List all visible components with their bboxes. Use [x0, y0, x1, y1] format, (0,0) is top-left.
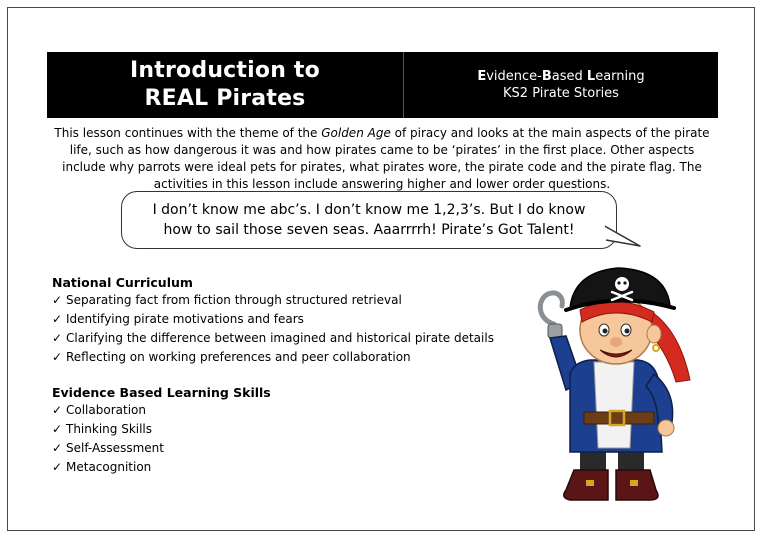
subtitle-L: L — [586, 69, 596, 84]
hook-icon — [540, 293, 562, 338]
pirate-illustration — [530, 262, 705, 512]
list-item: ✓ Collaboration — [52, 401, 164, 420]
check-icon: ✓ — [52, 422, 63, 436]
skills-list — [52, 401, 164, 477]
bubble-line-2: how to sail those seven seas. Aaarrrrh! Pirate’s Got Talent! — [163, 222, 575, 238]
list-item: ✓ Identifying pirate motivations and fears — [52, 310, 494, 329]
bubble-line-1: I don’t know me abc’s. I don’t know me 1,2,3’s. But I do know — [152, 202, 586, 218]
check-icon: ✓ — [52, 312, 63, 326]
lesson-intro — [54, 125, 710, 193]
check-icon: ✓ — [52, 460, 63, 474]
list-item: ✓ Metacognition — [52, 458, 164, 477]
curriculum-list — [52, 291, 494, 367]
title-banner — [47, 52, 718, 118]
check-icon: ✓ — [52, 293, 63, 307]
subtitle-line-1 — [477, 68, 644, 85]
curriculum-heading: National Curriculum — [52, 275, 193, 290]
subtitle-E: E — [477, 69, 487, 84]
banner-subtitle — [404, 52, 718, 118]
skills-heading: Evidence Based Learning Skills — [52, 385, 271, 400]
check-icon: ✓ — [52, 331, 63, 345]
subtitle-ased: ased — [551, 69, 587, 84]
intro-part-2: of piracy and looks at the main aspects of the pirate life, such as how dangerous it was and how pirates came to be ‘pirates’ in the first place. Other aspects include why parrots were ideal pets for pirates, what pirates wore, the pirate code and the pirate flag. The activities in this lesson include answering higher and lower order questions. — [62, 126, 710, 191]
subtitle-vidence: vidence- — [486, 69, 542, 84]
subtitle-B: B — [541, 69, 552, 84]
speech-bubble — [121, 191, 617, 249]
list-item: ✓ Clarifying the difference between imagined and historical pirate details — [52, 329, 494, 348]
check-icon: ✓ — [52, 350, 63, 364]
subtitle-earning: earning — [595, 69, 645, 84]
check-icon: ✓ — [52, 441, 63, 455]
list-item: ✓ Reflecting on working preferences and peer collaboration — [52, 348, 494, 367]
list-item: ✓ Self-Assessment — [52, 439, 164, 458]
list-item: ✓ Separating fact from fiction through structured retrieval — [52, 291, 494, 310]
title-line-2: REAL Pirates — [144, 86, 306, 111]
list-item: ✓ Thinking Skills — [52, 420, 164, 439]
intro-part-1: This lesson continues with the theme of the — [54, 126, 322, 140]
subtitle-line-2: KS2 Pirate Stories — [503, 86, 619, 101]
intro-italic: Golden Age — [321, 126, 391, 140]
speech-bubble-tail — [600, 222, 644, 248]
check-icon: ✓ — [52, 403, 63, 417]
title-line-1: Introduction to — [130, 58, 320, 83]
banner-title — [47, 52, 404, 118]
